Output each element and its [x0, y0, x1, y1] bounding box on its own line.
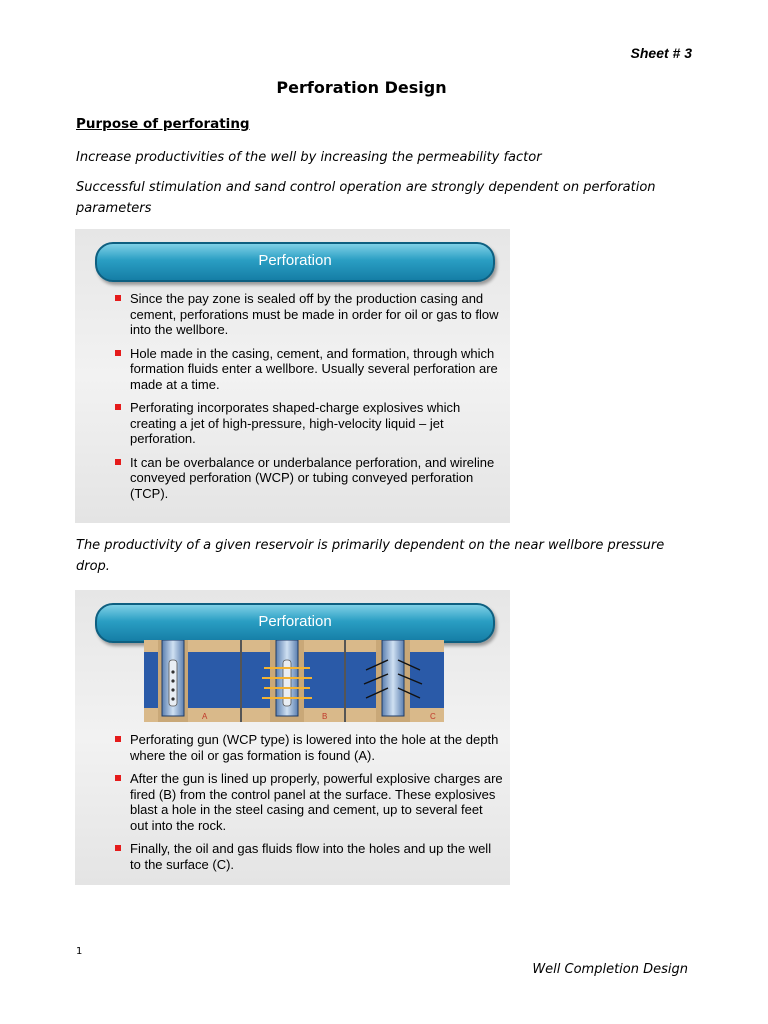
stage-a-panel [144, 640, 240, 722]
slide-bullet-list [113, 291, 503, 509]
bullet-square-icon [115, 459, 121, 465]
bullet-text: After the gun is lined up properly, powerful explosive charges are fired (B) from the control panel at the surface. These explosives blast a hole in the steel casing and cement, up to several feet out into the rock. [130, 771, 503, 833]
stage-c-label: C [430, 712, 436, 721]
sheet-number: Sheet # 3 [630, 45, 692, 61]
perforation-stages-diagram [144, 640, 444, 722]
paragraph-1: Increase productivities of the well by increasing the permeability factor [76, 150, 542, 165]
stage-b-label: B [322, 712, 328, 721]
slide-perforation-process [75, 590, 510, 885]
bullet-square-icon [115, 350, 121, 356]
bullet-text: Perforating gun (WCP type) is lowered into the hole at the depth where the oil or gas formation is found (A). [130, 732, 499, 763]
slide-title: Perforation [258, 252, 332, 269]
bullet-square-icon [115, 845, 121, 851]
bullet-text: Hole made in the casing, cement, and formation, through which formation fluids enter a wellbore. Usually several perforation are made at a time. [130, 345, 498, 392]
stage-c-panel [346, 640, 444, 722]
list-item [113, 346, 503, 393]
bullet-text: It can be overbalance or underbalance perforation, and wireline conveyed perforation (WCP) or tubing conveyed perforation (TCP). [130, 454, 495, 501]
slide-title-banner [95, 242, 495, 282]
slide-bullet-list [113, 732, 503, 880]
stage-a-label: A [202, 712, 208, 721]
list-item [113, 771, 503, 833]
bullet-square-icon [115, 736, 121, 742]
page-title: Perforation Design [276, 78, 447, 97]
slide-title-banner [95, 603, 495, 643]
list-item [113, 732, 503, 763]
bullet-text: Since the pay zone is sealed off by the production casing and cement, perforations must be made in order for oil or gas to flow into the wellbore. [130, 291, 499, 337]
slide-perforation-overview [75, 229, 510, 523]
bullet-text: Finally, the oil and gas fluids flow into the holes and up the well to the surface (C). [130, 841, 492, 872]
list-item [113, 400, 503, 447]
bullet-text: Perforating incorporates shaped-charge explosives which creating a jet of high-pressure, high-velocity liquid – jet perforation. [130, 400, 461, 446]
bullet-square-icon [115, 775, 121, 781]
page-number: 1 [76, 946, 83, 957]
stage-b-panel [242, 640, 344, 722]
paragraph-2: Successful stimulation and sand control operation are strongly dependent on perforation parameters [76, 180, 656, 216]
slide-title: Perforation [258, 613, 332, 630]
paragraph-3: The productivity of a given reservoir is primarily dependent on the near wellbore pressure drop. [76, 538, 665, 574]
list-item [113, 841, 503, 872]
list-item [113, 291, 503, 338]
bullet-square-icon [115, 404, 121, 410]
bullet-square-icon [115, 295, 121, 301]
section-heading: Purpose of perforating [76, 116, 250, 132]
footer-title: Well Completion Design [532, 962, 688, 977]
list-item [113, 455, 503, 502]
